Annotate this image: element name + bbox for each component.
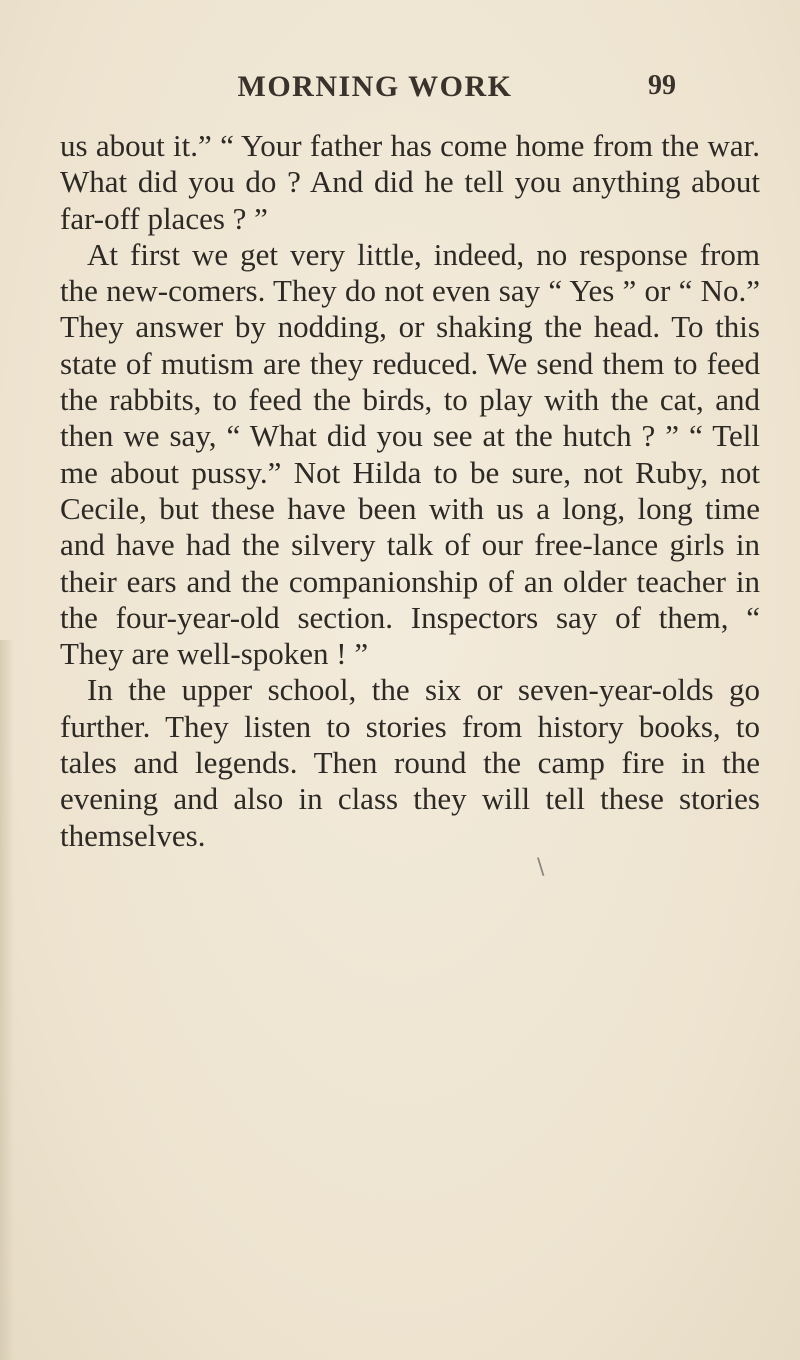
page-header: [0, 70, 800, 110]
body-text: [60, 128, 760, 854]
paragraph-3: In the upper school, the six or seven-year-olds go further. They listen to stories from history books, to tales and legends. Then round the camp fire in the evening and also in class they will tell these stories themselves.: [60, 672, 760, 853]
binding-shadow: [0, 640, 14, 1360]
pencil-annotation-mark: \: [537, 855, 545, 880]
page-number: 99: [648, 70, 676, 101]
running-head: MORNING WORK: [237, 70, 513, 103]
paragraph-2: At first we get very little, indeed, no response from the new-comers. They do not even say “ Yes ” or “ No.” They answer by nodding, or shaking the head. To this state of mutism are they reduced. We send them to feed the rabbits, to feed the birds, to play with the cat, and then we say, “ What did you see at the hutch ? ” “ Tell me about pussy.” Not Hilda to be sure, not Ruby, not Cecile, but these have been with us a long, long time and have had the silvery talk of our free-lance girls in their ears and the companionship of an older teacher in the four-year-old section. Inspectors say of them, “ They are well-spoken ! ”: [60, 236, 760, 672]
paragraph-1: us about it.” “ Your father has come home from the war. What did you do ? And did he tell you anything about far-off places ? ”: [60, 128, 760, 236]
